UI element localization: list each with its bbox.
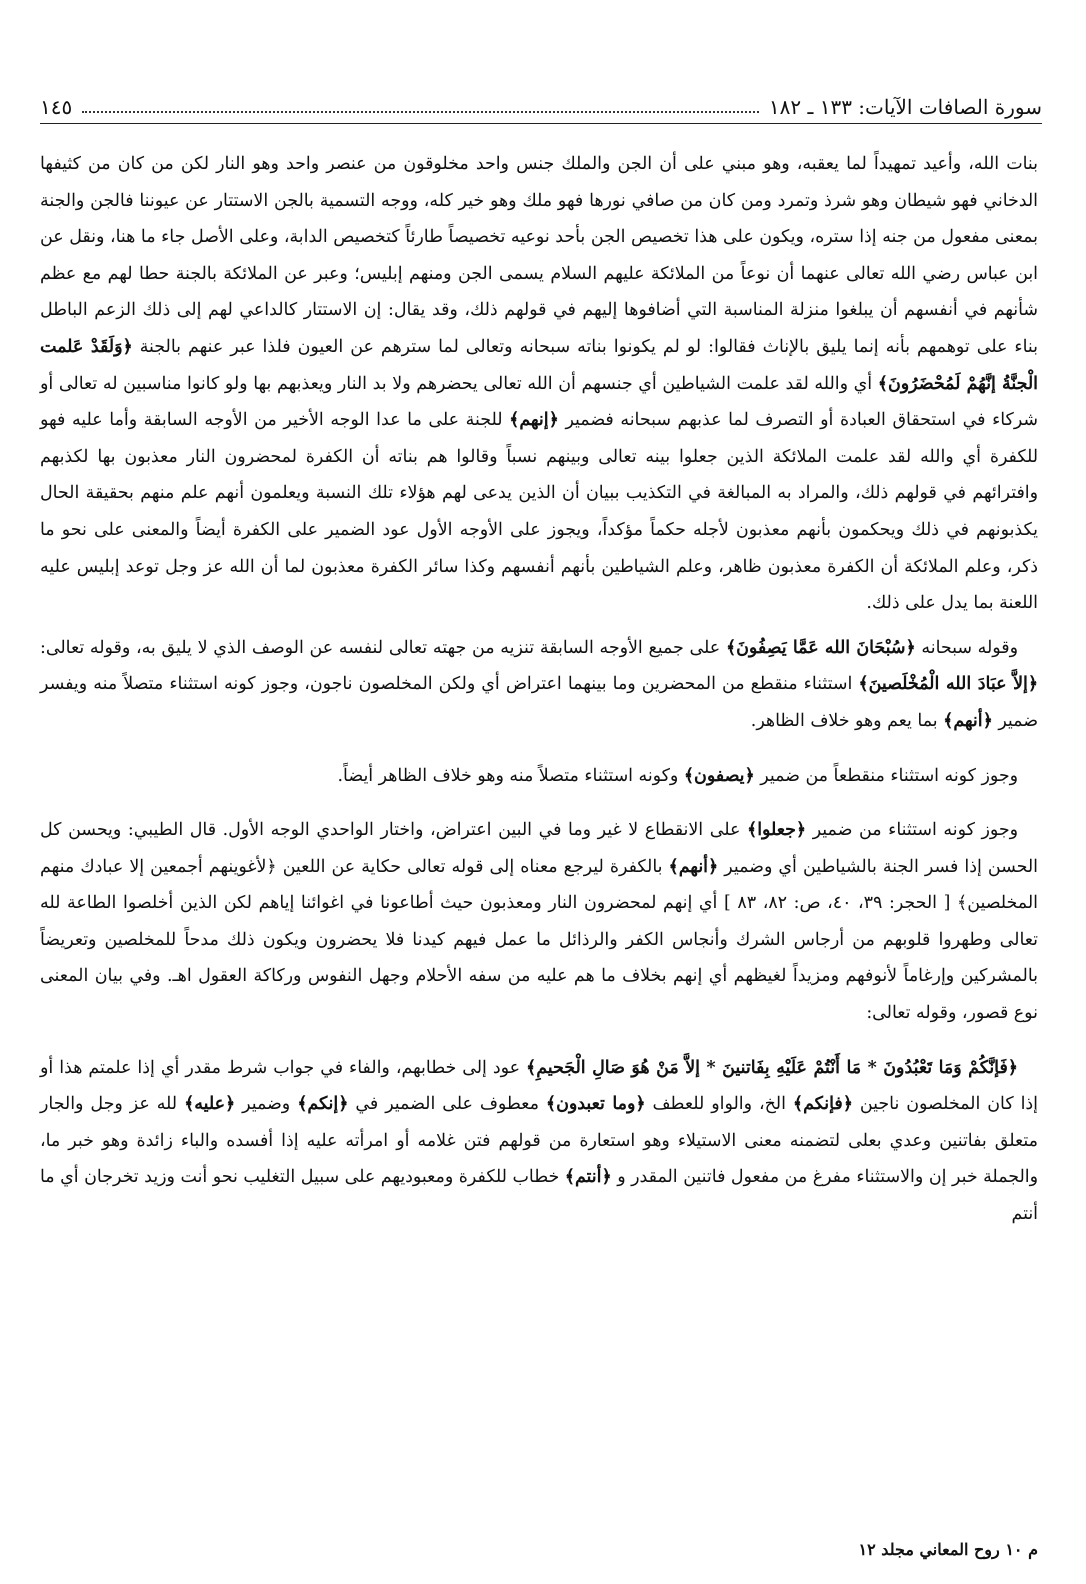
- text-segment: وجوز كونه استثناء منقطعاً من ضمير: [754, 765, 1018, 786]
- page-number: ١٤٥: [40, 95, 73, 119]
- text-segment: لله عز وجل والجار متعلق بفاتنين وعدي بعلى لتضمنه معنى الاستيلاء وهو استعارة من قولهم فتن غلامه أو امرأته عليه إذا أفسده والباء زائدة وهو خبر ما، والجملة خبر إن والاستثناء مفرغ من مفعول فاتنين المقدر و: [40, 1094, 1039, 1188]
- quran-quote: ﴿وَلَقَدْ عَلمت الْجنَّةُ إنَّهُمْ لَمُحْضَرُونَ﴾: [40, 336, 1038, 394]
- quran-quote: ﴿فإنكم﴾: [792, 1094, 853, 1115]
- quran-quote: ﴿جعلوا﴾: [747, 820, 807, 841]
- quran-quote: ﴿فَإنَّكُمْ وَمَا تَعْبُدُونَ * مَا أَنْتُمْ عَلَيْهِ بِفَاتنينَ * إلاَّ مَنْ هُوَ صَالِ الْجَحيمِ﴾: [526, 1057, 1018, 1078]
- quran-quote: ﴿يصفون﴾: [683, 765, 755, 786]
- text-segment: وضمير: [235, 1094, 298, 1115]
- quran-quote: ﴿وما تعبدون﴾: [545, 1094, 646, 1115]
- text-segment: وجوز كونه استثناء من ضمير: [806, 820, 1018, 841]
- text-segment: استثناء منقطع من المحضرين وما بينهما اعتراض أي ولكن المخلصون ناجون، وجوز كونه استثناء متصلاً منه ويفسر ضمير: [40, 674, 1038, 731]
- body-text: [40, 146, 1038, 1233]
- quran-quote: ﴿أنهم﴾: [668, 856, 719, 877]
- text-segment: عود إلى خطابهم، والفاء في جواب شرط مقدر أي إذا علمتم هذا أو إذا كان المخلصون ناجين: [40, 1057, 1039, 1115]
- quran-quote: ﴿أنهم﴾: [943, 710, 993, 731]
- text-segment: بالكفرة ليرجع معناه إلى قوله تعالى حكاية عن اللعين: [276, 856, 669, 877]
- text-segment: الخ، والواو للعطف: [645, 1094, 793, 1115]
- text-segment: وكونه استثناء متصلاً منه وهو خلاف الظاهر أيضاً.: [337, 765, 684, 786]
- paragraph-p2: [40, 630, 1038, 740]
- header-leader-dots: [82, 110, 759, 113]
- text-segment: [ الحجر: ٣٩، ٤٠، ص: ٨٢، ٨٣ ] أي إنهم لمحضرون النار ومعذبون حيث أطاعونا في اغوائنا إياهم لكن الذين أخلصوا الطاعة لله تعالى وطهروا قلوبهم من أرجاس الشرك وأنجاس الكفر والرذائل ما عمل فيهم كيدنا فلا يحضرون ويكون ذلك مدحاً للمخلصين وتعريضاً بالمشركين وإرغاماً لأنوفهم ومزيداً لغيظهم أي إنهم بخلاف ما هم عليه من سفه الأحلام وجهل النفوس وركاكة العقول اهـ. وفي بيان المعنى نوع قصور، وقوله تعالى:: [40, 893, 1038, 1024]
- quran-quote: ﴿أنتم﴾: [564, 1167, 612, 1188]
- text-segment: ﴿لأغوينهم أجمعين إلا عبادك منهم المخلصين﴾: [40, 856, 1038, 914]
- quran-quote: ﴿سُبْحَانَ الله عَمَّا يَصِفُونَ﴾: [725, 637, 916, 658]
- text-segment: خطاب للكفرة ومعبوديهم على سبيل التغليب نحو أنت وزيد تخرجان أي ما أنتم: [40, 1167, 1038, 1225]
- text-segment: بنات الله، وأعيد تمهيداً لما يعقبه، وهو مبني على أن الجن والملك جنس واحد مخلوقون من عنصر واحد وهو النار لكن من كان من كثيفها الدخاني فهو شيطان وهو شرذ وتمرد ومن كان من صافي نورها فهو ملك وهو خير كله، ووجه التسمية بالجن الاستتار عن عيوننا فالجن والجنة بمعنى مفعول من جنه إذا ستره، ويكون على هذا تخصيص الجن بأحد نوعيه تخصيصاً طارئاً كتخصيص الدابة، وعلى الأصل جاء ما هنا، ونقل عن ابن عباس رضي الله تعالى عنهما أن نوعاً من الملائكة عليهم السلام يسمى الجن ومنهم إبليس؛ وعبر عن الملائكة بالجنة حطا لهم مع عظم شأنهم في أنفسهم أن يبلغوا منزلة المناسبة التي أضافوها إليهم في قولهم ذلك، وقد يقال: إن الاستتار كالداعي لهم إلى ذلك الزعم الباطل بناء على توهمهم بأنه إنما يليق بالإناث فقالوا: لو لم يكونوا بناته سبحانه وتعالى لما سترهم عن العيون فلذا عبر عنهم بالجنة: [40, 154, 1038, 357]
- text-segment: على الانقطاع لا غير وما في البين اعتراض، واختار الواحدي الوجه الأول. قال الطيبي: ويحسن كل الحسن إذا فسر الجنة بالشياطين أي وضمير: [40, 820, 1038, 877]
- surah-title: سورة الصافات الآيات: ١٣٣ ـ ١٨٢: [768, 95, 1042, 119]
- text-segment: وقوله سبحانه: [915, 637, 1018, 658]
- quran-quote: ﴿إنكم﴾: [297, 1094, 349, 1115]
- text-segment: بما يعم وهو خلاف الظاهر.: [750, 710, 944, 731]
- paragraph-p3: [40, 758, 1038, 795]
- footer-signature: م ١٠ روح المعاني مجلد ١٢: [858, 1540, 1038, 1559]
- text-segment: على جميع الأوجه السابقة تنزيه من جهته تعالى لنفسه عن الوصف الذي لا يليق به، وقوله تعالى:: [40, 637, 726, 658]
- quran-quote: ﴿عليه﴾: [184, 1094, 236, 1115]
- text-segment: للجنة على ما عدا الوجه الأخير من الأوجه السابقة وأما عليه فهو للكفرة أي والله لقد علمت الملائكة الذين جعلوا بينه تعالى وبينهم نسباً وقالوا هم بناته أن الكفرة لمحضرون النار معذبون بها لكذبهم وافترائهم في قولهم ذلك، والمراد به المبالغة في التكذيب ببيان أن الذين يدعى لهم هؤلاء تلك النسبة ويعلمون أنهم علم منهم بحقيقة الحال يكذبونهم في ذلك ويحكمون بأنهم معذبون لأجله حكماً مؤكداً، ويجوز على الأوجه الأول عود الضمير على الكفرة أيضاً والمعنى على نحو ما ذكر، وعلم الملائكة أن الكفرة معذبون ظاهر، وعلم الشياطين بأنهم أنفسهم وكذا سائر الكفرة معذبون لما أن الله عز وجل توعد إبليس عليه اللعنة بما يدل على ذلك.: [40, 410, 1038, 614]
- quran-quote: ﴿إلاَّ عبَادَ الله الْمُخْلَصينَ﴾: [858, 674, 1039, 695]
- paragraph-p1: [40, 146, 1038, 622]
- paragraph-p4: [40, 812, 1038, 1032]
- paragraph-p5: [40, 1050, 1038, 1233]
- text-segment: أي والله لقد علمت الشياطين أي جنسهم أن الله تعالى يحضرهم ولا بد النار ويعذبهم بها ولو كانوا مناسبين له تعالى أو شركاء في استحقاق العبادة أو التصرف لما عذبهم سبحانه فضمير: [40, 373, 1038, 431]
- running-header: [40, 84, 1042, 124]
- quran-quote: ﴿إنهم﴾: [509, 410, 559, 431]
- text-segment: معطوف على الضمير في: [348, 1094, 546, 1115]
